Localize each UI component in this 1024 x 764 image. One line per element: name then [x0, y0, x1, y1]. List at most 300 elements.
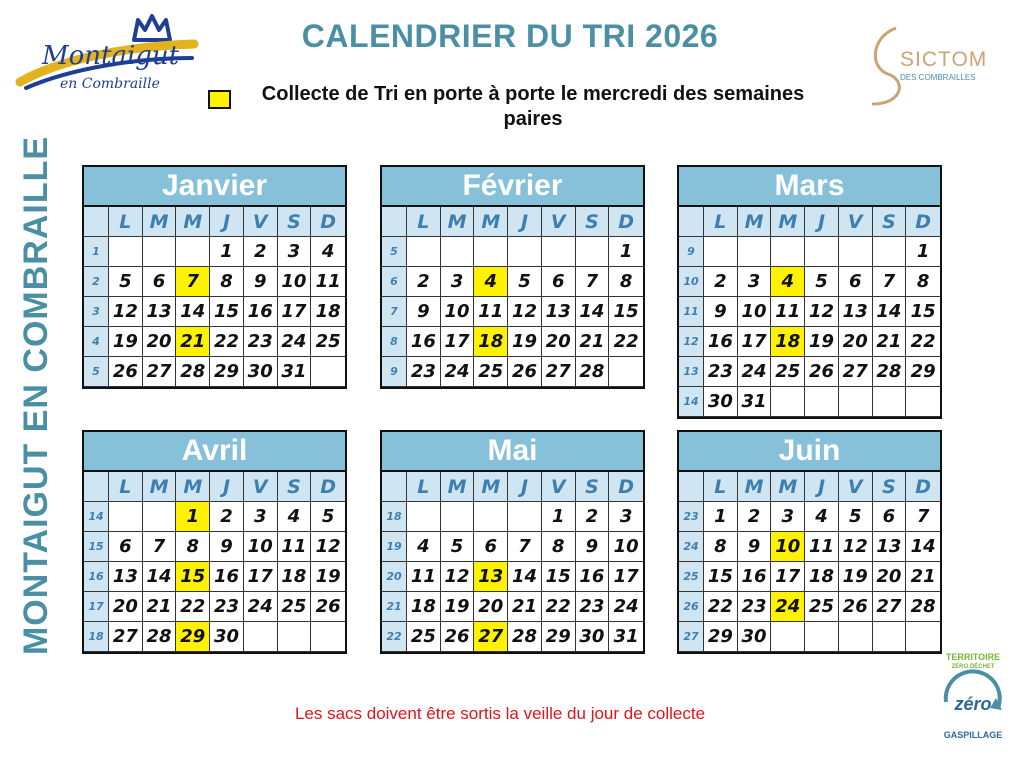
grid-corner	[382, 207, 407, 237]
day-cell: 10	[738, 297, 772, 327]
month-calendar	[677, 165, 942, 419]
week-number: 2	[84, 267, 109, 297]
day-cell	[839, 622, 873, 652]
day-cell: 20	[873, 562, 907, 592]
week-number: 6	[382, 267, 407, 297]
week-number: 3	[84, 297, 109, 327]
day-cell: 8	[210, 267, 244, 297]
weekday-label: L	[407, 472, 441, 502]
day-cell: 16	[576, 562, 610, 592]
day-cell: 7	[143, 532, 177, 562]
week-number: 13	[679, 357, 704, 387]
day-cell: 23	[210, 592, 244, 622]
day-cell: 13	[143, 297, 177, 327]
day-cell: 8	[542, 532, 576, 562]
month-name: Février	[382, 167, 643, 207]
day-cell: 9	[576, 532, 610, 562]
day-cell: 28	[143, 622, 177, 652]
day-cell: 24	[738, 357, 772, 387]
collection-day: 29	[176, 622, 210, 652]
day-cell: 15	[704, 562, 738, 592]
day-cell: 20	[109, 592, 143, 622]
day-cell: 31	[738, 387, 772, 417]
day-cell	[771, 237, 805, 267]
day-cell: 17	[738, 327, 772, 357]
day-cell: 2	[407, 267, 441, 297]
day-cell: 3	[738, 267, 772, 297]
day-cell: 1	[906, 237, 940, 267]
day-cell	[771, 622, 805, 652]
footer-note: Les sacs doivent être sortis la veille du jour de collecte	[294, 704, 706, 723]
day-cell: 22	[542, 592, 576, 622]
day-cell	[176, 237, 210, 267]
weekday-label: J	[508, 472, 542, 502]
collection-day: 4	[771, 267, 805, 297]
grid-corner	[382, 472, 407, 502]
day-cell: 11	[311, 267, 345, 297]
weekday-label: M	[738, 207, 772, 237]
week-number: 10	[679, 267, 704, 297]
week-number: 4	[84, 327, 109, 357]
day-cell: 20	[143, 327, 177, 357]
day-cell: 15	[542, 562, 576, 592]
day-cell	[542, 237, 576, 267]
day-cell	[441, 237, 475, 267]
day-cell	[109, 502, 143, 532]
day-cell	[805, 622, 839, 652]
week-number: 12	[679, 327, 704, 357]
day-cell	[873, 237, 907, 267]
day-cell: 22	[609, 327, 643, 357]
day-cell: 16	[738, 562, 772, 592]
weekday-label: S	[873, 472, 907, 502]
weekday-label: S	[278, 207, 312, 237]
weekday-label: M	[176, 472, 210, 502]
day-cell	[906, 622, 940, 652]
day-cell: 9	[210, 532, 244, 562]
day-cell	[407, 237, 441, 267]
day-cell: 9	[407, 297, 441, 327]
weekday-label: S	[278, 472, 312, 502]
day-cell: 13	[109, 562, 143, 592]
day-cell: 12	[441, 562, 475, 592]
weekday-label: M	[474, 207, 508, 237]
day-cell: 6	[474, 532, 508, 562]
day-cell: 27	[109, 622, 143, 652]
weekday-label: D	[906, 207, 940, 237]
day-cell: 7	[906, 502, 940, 532]
day-cell: 26	[441, 622, 475, 652]
weekday-label: D	[311, 207, 345, 237]
week-number: 25	[679, 562, 704, 592]
day-cell: 15	[906, 297, 940, 327]
day-cell: 1	[609, 237, 643, 267]
day-cell: 21	[576, 327, 610, 357]
day-cell: 24	[244, 592, 278, 622]
week-number: 1	[84, 237, 109, 267]
day-cell: 21	[508, 592, 542, 622]
day-cell: 20	[542, 327, 576, 357]
day-cell	[474, 502, 508, 532]
week-number: 5	[84, 357, 109, 387]
day-cell: 12	[109, 297, 143, 327]
day-cell: 25	[771, 357, 805, 387]
day-cell	[441, 502, 475, 532]
week-number: 18	[84, 622, 109, 652]
day-cell: 13	[873, 532, 907, 562]
day-cell: 5	[839, 502, 873, 532]
day-cell	[873, 387, 907, 417]
day-cell: 16	[704, 327, 738, 357]
svg-text:ZÉRO DÉCHET: ZÉRO DÉCHET	[951, 664, 995, 670]
sictom-logo	[860, 18, 990, 108]
day-cell: 17	[278, 297, 312, 327]
day-cell: 22	[210, 327, 244, 357]
month-calendar	[82, 165, 347, 389]
week-number: 8	[382, 327, 407, 357]
month-name: Mai	[382, 432, 643, 472]
day-cell: 24	[609, 592, 643, 622]
weekday-label: J	[210, 207, 244, 237]
svg-text:Montaigut: Montaigut	[42, 41, 180, 71]
weekday-label: M	[771, 472, 805, 502]
day-cell: 24	[278, 327, 312, 357]
day-cell	[805, 237, 839, 267]
weekday-label: D	[609, 207, 643, 237]
day-cell: 2	[576, 502, 610, 532]
day-cell: 27	[839, 357, 873, 387]
month-calendar	[82, 430, 347, 654]
day-cell: 1	[542, 502, 576, 532]
day-cell: 20	[474, 592, 508, 622]
day-cell: 26	[805, 357, 839, 387]
collection-day: 1	[176, 502, 210, 532]
collection-day: 18	[771, 327, 805, 357]
day-cell: 29	[906, 357, 940, 387]
day-cell: 8	[176, 532, 210, 562]
day-cell: 14	[508, 562, 542, 592]
day-cell: 22	[176, 592, 210, 622]
day-cell: 9	[244, 267, 278, 297]
day-cell: 26	[508, 357, 542, 387]
day-cell: 7	[576, 267, 610, 297]
svg-text:GASPILLAGE: GASPILLAGE	[943, 730, 1003, 740]
crown-icon	[134, 16, 170, 40]
day-cell	[278, 622, 312, 652]
day-cell: 6	[839, 267, 873, 297]
weekday-label: V	[839, 472, 873, 502]
month-calendar	[380, 165, 645, 389]
day-cell	[906, 387, 940, 417]
day-cell: 18	[278, 562, 312, 592]
day-cell: 30	[704, 387, 738, 417]
day-cell: 1	[210, 237, 244, 267]
montaigut-logo	[12, 10, 202, 94]
svg-text:en Combraille: en Combraille	[60, 76, 160, 92]
weekday-label: J	[508, 207, 542, 237]
day-cell: 30	[576, 622, 610, 652]
day-cell: 12	[839, 532, 873, 562]
day-cell: 19	[508, 327, 542, 357]
weekday-label: L	[704, 207, 738, 237]
day-cell: 2	[738, 502, 772, 532]
day-cell: 25	[805, 592, 839, 622]
collection-day: 13	[474, 562, 508, 592]
day-cell: 23	[407, 357, 441, 387]
week-number: 16	[84, 562, 109, 592]
day-cell: 28	[906, 592, 940, 622]
day-cell: 22	[906, 327, 940, 357]
day-cell: 11	[407, 562, 441, 592]
day-cell: 14	[576, 297, 610, 327]
collection-day: 7	[176, 267, 210, 297]
day-cell: 8	[704, 532, 738, 562]
day-cell: 19	[109, 327, 143, 357]
day-cell: 25	[407, 622, 441, 652]
weekday-label: J	[805, 207, 839, 237]
day-cell: 27	[542, 357, 576, 387]
day-cell	[508, 237, 542, 267]
day-cell: 17	[609, 562, 643, 592]
day-cell	[109, 237, 143, 267]
day-cell: 7	[873, 267, 907, 297]
day-cell: 7	[508, 532, 542, 562]
weekday-label: M	[441, 472, 475, 502]
day-cell: 30	[738, 622, 772, 652]
day-cell: 15	[609, 297, 643, 327]
collection-day: 10	[771, 532, 805, 562]
svg-text:TERRITOIRE: TERRITOIRE	[945, 652, 1001, 662]
week-number: 14	[679, 387, 704, 417]
grid-corner	[84, 207, 109, 237]
day-cell: 31	[278, 357, 312, 387]
day-cell: 10	[244, 532, 278, 562]
weekday-label: S	[873, 207, 907, 237]
day-cell	[508, 502, 542, 532]
day-cell: 24	[441, 357, 475, 387]
day-cell: 21	[143, 592, 177, 622]
day-cell: 29	[210, 357, 244, 387]
day-cell: 10	[278, 267, 312, 297]
weekday-label: M	[176, 207, 210, 237]
day-cell: 6	[109, 532, 143, 562]
page-title: CALENDRIER DU TRI 2026	[301, 18, 719, 54]
day-cell: 4	[407, 532, 441, 562]
day-cell: 23	[244, 327, 278, 357]
day-cell: 14	[906, 532, 940, 562]
day-cell: 21	[873, 327, 907, 357]
week-number: 20	[382, 562, 407, 592]
day-cell: 28	[576, 357, 610, 387]
day-cell: 3	[771, 502, 805, 532]
day-cell: 8	[906, 267, 940, 297]
day-cell: 2	[704, 267, 738, 297]
week-number: 23	[679, 502, 704, 532]
day-cell	[143, 237, 177, 267]
day-cell: 6	[542, 267, 576, 297]
day-cell: 1	[704, 502, 738, 532]
day-cell	[839, 237, 873, 267]
day-cell: 10	[609, 532, 643, 562]
day-cell: 18	[407, 592, 441, 622]
day-cell	[576, 237, 610, 267]
weekday-label: M	[738, 472, 772, 502]
legend-text: Collecte de Tri en porte à porte le mercredi des semaines paires	[261, 83, 805, 130]
week-number: 24	[679, 532, 704, 562]
day-cell: 8	[609, 267, 643, 297]
day-cell: 13	[542, 297, 576, 327]
day-cell: 4	[278, 502, 312, 532]
week-number: 9	[382, 357, 407, 387]
day-cell	[771, 387, 805, 417]
weekday-label: D	[906, 472, 940, 502]
day-cell: 19	[805, 327, 839, 357]
month-name: Janvier	[84, 167, 345, 207]
weekday-label: S	[576, 207, 610, 237]
day-cell	[311, 622, 345, 652]
week-number: 21	[382, 592, 407, 622]
day-cell	[143, 502, 177, 532]
day-cell: 14	[143, 562, 177, 592]
week-number: 27	[679, 622, 704, 652]
week-number: 9	[679, 237, 704, 267]
month-name: Mars	[679, 167, 940, 207]
month-name: Juin	[679, 432, 940, 472]
day-cell: 17	[244, 562, 278, 592]
collection-day: 27	[474, 622, 508, 652]
day-cell: 27	[143, 357, 177, 387]
day-cell: 16	[407, 327, 441, 357]
svg-text:zéro: zéro	[954, 694, 992, 714]
weekday-label: M	[474, 472, 508, 502]
day-cell: 11	[771, 297, 805, 327]
day-cell: 18	[311, 297, 345, 327]
day-cell: 2	[210, 502, 244, 532]
day-cell: 25	[311, 327, 345, 357]
day-cell: 9	[704, 297, 738, 327]
collection-day: 21	[176, 327, 210, 357]
day-cell	[839, 387, 873, 417]
day-cell: 3	[609, 502, 643, 532]
weekday-label: V	[244, 207, 278, 237]
day-cell: 18	[805, 562, 839, 592]
weekday-label: V	[542, 207, 576, 237]
day-cell: 31	[609, 622, 643, 652]
day-cell: 28	[873, 357, 907, 387]
grid-corner	[679, 207, 704, 237]
day-cell: 5	[311, 502, 345, 532]
day-cell: 9	[738, 532, 772, 562]
weekday-label: V	[839, 207, 873, 237]
day-cell: 12	[311, 532, 345, 562]
collection-day: 24	[771, 592, 805, 622]
day-cell: 16	[244, 297, 278, 327]
weekday-label: D	[609, 472, 643, 502]
weekday-label: L	[109, 207, 143, 237]
day-cell: 3	[278, 237, 312, 267]
day-cell: 22	[704, 592, 738, 622]
week-number: 14	[84, 502, 109, 532]
week-number: 17	[84, 592, 109, 622]
day-cell	[704, 237, 738, 267]
day-cell: 19	[441, 592, 475, 622]
collection-day: 18	[474, 327, 508, 357]
collection-day: 4	[474, 267, 508, 297]
day-cell: 5	[508, 267, 542, 297]
day-cell: 25	[278, 592, 312, 622]
weekday-label: M	[143, 472, 177, 502]
day-cell	[474, 237, 508, 267]
day-cell: 28	[508, 622, 542, 652]
day-cell: 26	[311, 592, 345, 622]
week-number: 19	[382, 532, 407, 562]
grid-corner	[679, 472, 704, 502]
day-cell: 12	[508, 297, 542, 327]
day-cell: 11	[474, 297, 508, 327]
week-number: 7	[382, 297, 407, 327]
day-cell: 30	[210, 622, 244, 652]
day-cell: 14	[176, 297, 210, 327]
day-cell	[311, 357, 345, 387]
day-cell: 5	[441, 532, 475, 562]
month-calendar	[677, 430, 942, 654]
week-number: 18	[382, 502, 407, 532]
grid-corner	[84, 472, 109, 502]
month-name: Avril	[84, 432, 345, 472]
legend-swatch	[208, 90, 231, 109]
weekday-label: S	[576, 472, 610, 502]
weekday-label: V	[542, 472, 576, 502]
week-number: 26	[679, 592, 704, 622]
day-cell: 23	[704, 357, 738, 387]
day-cell	[244, 622, 278, 652]
day-cell	[873, 622, 907, 652]
day-cell: 16	[210, 562, 244, 592]
week-number: 22	[382, 622, 407, 652]
day-cell: 21	[906, 562, 940, 592]
weekday-label: D	[311, 472, 345, 502]
svg-text:DES COMBRAILLES: DES COMBRAILLES	[900, 73, 976, 82]
collection-day: 15	[176, 562, 210, 592]
day-cell	[805, 387, 839, 417]
week-number: 15	[84, 532, 109, 562]
day-cell: 26	[839, 592, 873, 622]
day-cell: 30	[244, 357, 278, 387]
day-cell: 20	[839, 327, 873, 357]
day-cell: 27	[873, 592, 907, 622]
day-cell: 19	[839, 562, 873, 592]
month-calendar	[380, 430, 645, 654]
day-cell: 3	[244, 502, 278, 532]
day-cell: 11	[805, 532, 839, 562]
day-cell: 3	[441, 267, 475, 297]
day-cell: 5	[109, 267, 143, 297]
day-cell: 4	[311, 237, 345, 267]
day-cell: 12	[805, 297, 839, 327]
weekday-label: J	[805, 472, 839, 502]
day-cell: 6	[873, 502, 907, 532]
day-cell: 23	[576, 592, 610, 622]
day-cell: 23	[738, 592, 772, 622]
day-cell: 17	[771, 562, 805, 592]
weekday-label: M	[143, 207, 177, 237]
day-cell: 29	[704, 622, 738, 652]
day-cell: 13	[839, 297, 873, 327]
weekday-label: L	[704, 472, 738, 502]
day-cell: 5	[805, 267, 839, 297]
weekday-label: L	[109, 472, 143, 502]
weekday-label: V	[244, 472, 278, 502]
